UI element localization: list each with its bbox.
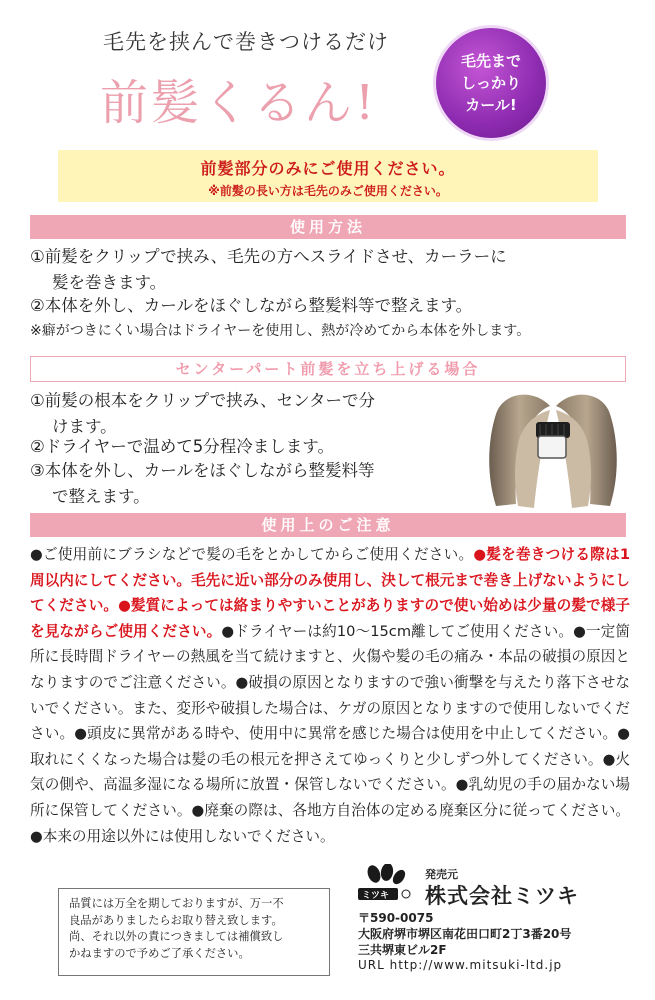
logo-text: ミツキ bbox=[362, 891, 390, 901]
usage-step-2: ②本体を外し、カールをほぐしながら整髪料等で整えます。 bbox=[30, 296, 473, 315]
center-step-2: ②ドライヤーで温めて5分程冷まします。 bbox=[30, 437, 334, 456]
quality-disclaimer-box bbox=[58, 888, 330, 976]
quality-line-4: かねますので予めご了承ください。 bbox=[69, 946, 250, 960]
cautions-text bbox=[30, 542, 630, 849]
seller-label: 発売元 bbox=[425, 868, 458, 881]
center-step-1-line-a: ①前髪の根本をクリップで挟み、センターで分 bbox=[30, 391, 375, 410]
usage-heading: 使用方法 bbox=[30, 215, 626, 239]
usage-note: ※癖がつきにくい場合はドライヤーを使用し、熱が冷めてから本体を外します。 bbox=[30, 323, 531, 339]
caution-details: ●ドライヤーは約10～15cm離してご使用ください。●一定箇所に長時間ドライヤーの熱風を当て続けますと、火傷や髪の毛の痛み・本品の破損の原因となりますのでご注意ください。●破損の原因となりますので強い衝撃を与えたり落下させないでください。また、変形や破損した場合は、ケガの原因となりますので使用しないでください。●頭皮に異常がある時や、使用中に異常を感じた場合は使用を中止してください。●取れにくくなった場合は髪の毛の根元を押さえてゆっくりと少しずつ外してください。●火気の側や、高温多湿になる場所に放置・保管しないでください。●乳幼児の手の届かない場所に保管してください。●廃棄の際は、各地方自治体の定める廃棄区分に従ってください。●本来の用途以外には使用しないでください。 bbox=[30, 622, 630, 845]
postal-code: 〒590-0075 bbox=[358, 911, 434, 925]
badge-line-1: 毛先まで bbox=[460, 52, 521, 70]
center-step-3-line-b: で整えます。 bbox=[52, 487, 150, 506]
product-title: 前髪くるん! bbox=[100, 75, 378, 131]
caution-intro: ●ご使用前にブラシなどで髪の毛をとかしてからご使用ください。 bbox=[30, 546, 474, 563]
caution-warning-red: ●髪を巻きつける際は1周以内にしてください。毛先に近い部分のみ使用し、決して根元まで巻き上げないようにしてください。●髪質によっては絡まりやすいことがありますので使い始めは少量の髪で様子を見ながらご使用ください。 bbox=[30, 546, 630, 640]
promo-badge bbox=[436, 28, 546, 138]
address-line-2: 三共堺東ビル2F bbox=[358, 943, 447, 957]
usage-notice bbox=[58, 150, 598, 202]
badge-line-3: カール! bbox=[465, 96, 517, 114]
badge-line-2: しっかり bbox=[460, 74, 521, 92]
address-line-1: 大阪府堺市堺区南花田口町2丁3番20号 bbox=[358, 927, 572, 941]
center-step-1 bbox=[30, 388, 375, 440]
notice-line-1: 前髪部分のみにご使用ください。 bbox=[200, 159, 456, 178]
usage-step-1-line-a: ①前髪をクリップで挟み、毛先の方へスライドさせ、カーラーに bbox=[30, 247, 507, 266]
center-step-1-line-b: けます。 bbox=[52, 417, 117, 436]
center-part-hair-illustration bbox=[488, 384, 618, 512]
cautions-heading: 使用上のご注意 bbox=[30, 513, 626, 537]
company-name: 株式会社ミツキ bbox=[425, 884, 579, 908]
center-step-3 bbox=[30, 458, 374, 510]
notice-line-2: ※前髪の長い方は毛先のみご使用ください。 bbox=[208, 184, 448, 198]
usage-step-1 bbox=[30, 244, 507, 296]
center-step-3-line-a: ③本体を外し、カールをほぐしながら整髪料等 bbox=[30, 461, 375, 480]
tagline: 毛先を挟んで巻きつけるだけ bbox=[103, 30, 389, 54]
quality-line-2: 良品がありましたらお取り替え致します。 bbox=[69, 913, 283, 927]
company-url[interactable]: URL http://www.mitsuki-ltd.jp bbox=[358, 958, 563, 972]
center-part-heading: センターパート前髪を立ち上げる場合 bbox=[30, 356, 626, 382]
quality-line-3: 尚、それ以外の責につきましては補償致し bbox=[69, 930, 284, 943]
mitsuki-logo bbox=[354, 864, 416, 902]
usage-step-1-line-b: 髪を巻きます。 bbox=[52, 273, 167, 292]
quality-line-1: 品質には万全を期しておりますが、万一不 bbox=[69, 897, 284, 910]
